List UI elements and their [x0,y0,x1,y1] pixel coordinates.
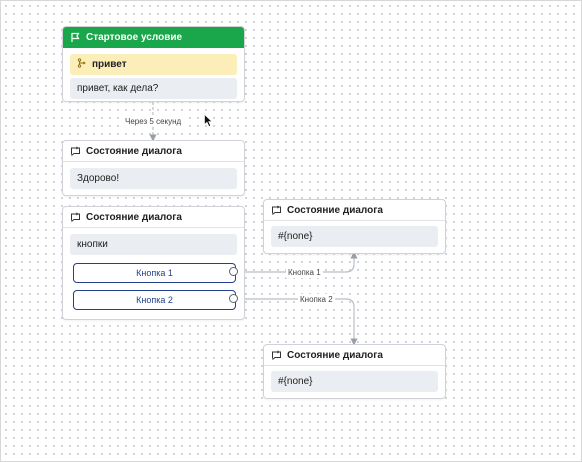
button-1-port[interactable] [229,267,238,276]
edge-button-1-label: Кнопка 1 [288,268,321,277]
chat-loop-icon [271,205,282,216]
dialog-state-header-1 [63,141,244,162]
chat-loop-icon [70,146,81,157]
button-2[interactable] [73,290,236,310]
state-right-top-message-block[interactable] [271,226,438,247]
trigger-text: привет [92,59,127,70]
state-1-message-text: Здорово! [77,173,120,184]
button-1-label: Кнопка 1 [136,268,173,278]
dialog-state-header-buttons [63,207,244,228]
button-2-label: Кнопка 2 [136,295,173,305]
state-right-top-message-text: #{none} [278,231,313,242]
button-2-port[interactable] [229,294,238,303]
dialog-state-title-right-top: Состояние диалога [287,204,383,216]
dialog-state-title-buttons: Состояние диалога [86,211,182,223]
dialog-state-node-buttons[interactable] [62,206,245,320]
dialog-state-header-right-top [264,200,445,221]
state-1-message-block[interactable] [70,168,237,189]
state-buttons-message-text: кнопки [77,239,108,250]
start-condition-header [63,27,244,48]
flag-icon [70,32,81,43]
dialog-state-title-right-bottom: Состояние диалога [287,349,383,361]
start-message-block[interactable] [70,78,237,99]
edge-button-2-line[interactable] [238,299,354,342]
dialog-state-node-right-bottom[interactable] [263,344,446,399]
chat-loop-icon [70,212,81,223]
dialog-state-title-1: Состояние диалога [86,145,182,157]
start-condition-node[interactable] [62,26,245,102]
dialog-state-header-right-bottom [264,345,445,366]
trigger-block[interactable] [70,54,237,75]
edge-button-2-label: Кнопка 2 [300,295,333,304]
chat-loop-icon [271,350,282,361]
button-1[interactable] [73,263,236,283]
dialog-state-node-1[interactable] [62,140,245,196]
branch-icon [77,58,87,71]
mouse-cursor-icon [204,114,214,127]
state-right-bottom-message-block[interactable] [271,371,438,392]
dialog-state-node-right-top[interactable] [263,199,446,254]
start-message-text: привет, как дела? [77,83,159,94]
state-buttons-message-block[interactable] [70,234,237,255]
state-right-bottom-message-text: #{none} [278,376,313,387]
start-condition-title: Стартовое условие [86,32,183,43]
edge-delay-label: Через 5 секунд [125,117,182,126]
